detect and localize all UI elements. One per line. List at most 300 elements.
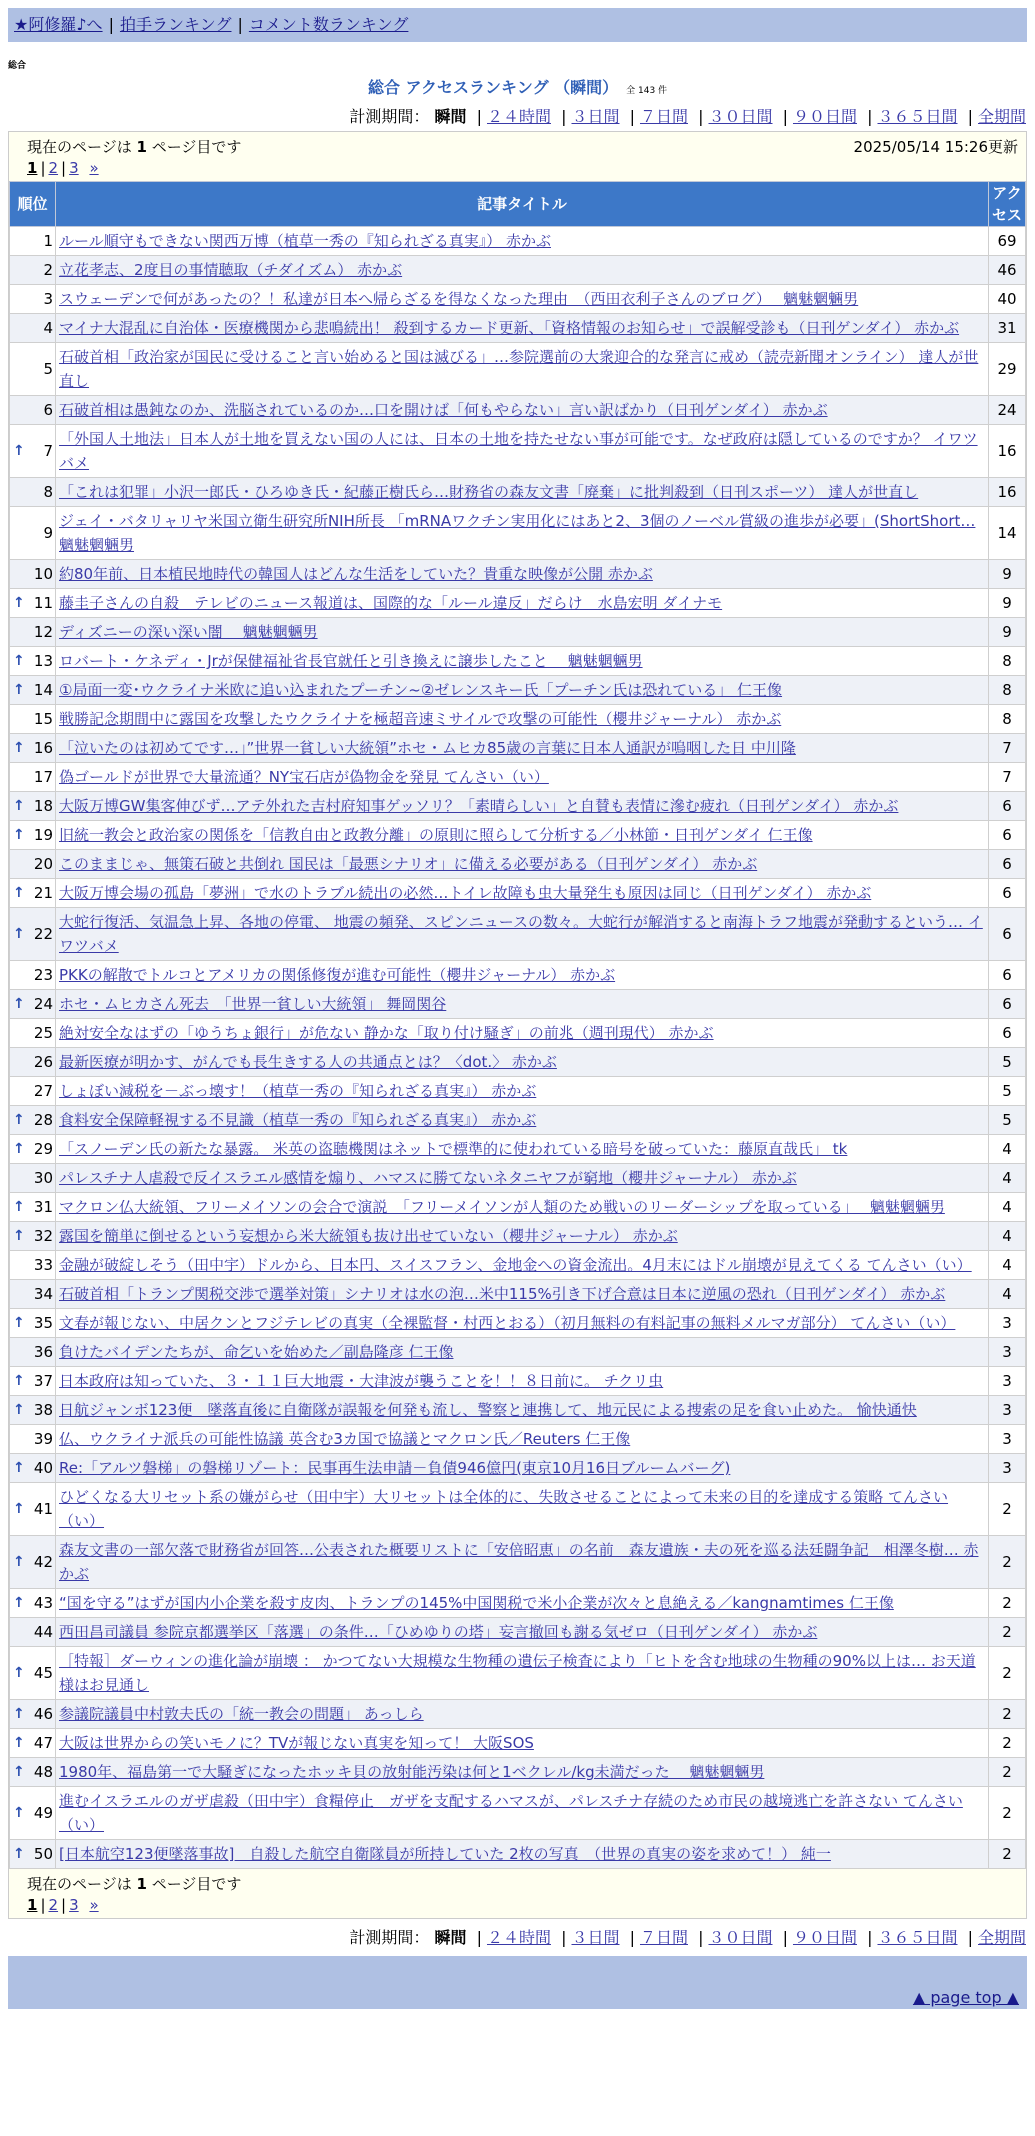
rank-number: 19 [33,826,53,844]
table-row [10,1758,1026,1787]
rank-cell [10,647,56,676]
title-cell [56,1164,989,1193]
table-row [10,256,1026,285]
article-link[interactable]: マクロン仏大統領、フリーメイソンの会合で演説 「フリーメイソンが人類のため戦いのリーダーシップを取っている」 魑魅魍魎男 [59,1198,945,1216]
rank-cell [10,1164,56,1193]
rank-up-arrow-icon: ↑ [13,1112,25,1128]
article-link[interactable]: 日本政府は知っていた、３・１１巨大地震・大津波が襲うことを！！８日前に。 チクリ虫 [59,1372,664,1390]
rank-up-arrow-icon: ↑ [13,653,25,669]
article-link[interactable]: 進むイスラエルのガザ虐殺（田中宇）食糧停止 ガザを支配するハマスが、パレスチナ存続のため市民の越境逃亡を許さない てんさい（い） [59,1792,963,1834]
rank-number: 4 [43,319,53,337]
article-link[interactable]: 大阪は世界からの笑いモノに？TVが報じない真実を知って！ 大阪SOS [59,1734,534,1752]
rank-number: 15 [33,710,53,728]
article-link[interactable]: 旧統一教会と政治家の関係を「信教自由と政教分離」の原則に照らして分析する／小林節・日刊ゲンダイ 仁王像 [59,826,813,844]
article-link[interactable]: ロバート・ケネディ・Jrが保健福祉省長官就任と引き換えに譲歩したこと 魑魅魍魎男 [59,652,643,670]
article-link[interactable]: 戦勝記念期間中に露国を攻撃したウクライナを極超音速ミサイルで攻撃の可能性（櫻井ジャーナル） 赤かぶ [59,710,782,728]
rank-number: 3 [43,290,53,308]
article-link[interactable]: 石破首相「政治家が国民に受けること言い始めると国は滅びる」…参院選前の大衆迎合的な発言に戒め（読売新聞オンライン） 達人が世直し [59,348,979,390]
rank-cell [10,1135,56,1164]
rank-number: 21 [33,884,53,902]
title-cell [56,1700,989,1729]
rank-cell [10,478,56,507]
title-cell [56,1840,989,1869]
rank-number: 30 [33,1169,53,1187]
title-cell [56,1106,989,1135]
rank-cell [10,734,56,763]
period-link-3d[interactable]: ３日間 [571,1928,620,1947]
page-3-link[interactable]: 3 [69,159,79,177]
rank-number: 35 [33,1314,53,1332]
rank-cell [10,961,56,990]
rank-up-arrow-icon: ↑ [13,740,25,756]
rank-cell [10,256,56,285]
period-link-90d[interactable]: ９０日間 [792,107,857,126]
rank-cell [10,343,56,396]
rank-up-arrow-icon: ↑ [13,1228,25,1244]
title-cell [56,285,989,314]
table-row [10,1019,1026,1048]
article-link[interactable]: 金融が破綻しそう（田中宇）ドルから、日本円、スイスフラン、金地金への資金流出。4月末にはドル崩壊が見えてくる てんさい（い） [59,1256,972,1274]
article-link[interactable]: 「スノーデン氏の新たな暴露。 米英の盗聴機関はネットで標準的に使われている暗号を破っていた：藤原直哉氏」 tk [59,1140,848,1158]
rank-cell [10,1647,56,1700]
article-link[interactable]: 約80年前、日本植民地時代の韓国人はどんな生活をしていた？貴重な映像が公開 赤かぶ [59,565,653,583]
title-cell [56,396,989,425]
pagination: 1 | 2 | 3 » [27,159,99,177]
article-link[interactable]: 西田昌司議員 参院京都選挙区「落選」の条件…「ひめゆりの塔」妄言撤回も謝る気ゼロ（日刊ゲンダイ） 赤かぶ [59,1623,818,1641]
rank-cell [10,1077,56,1106]
ranking-title: 総合 アクセスランキング （瞬間） [367,78,619,97]
rank-number: 27 [33,1082,53,1100]
table-row [10,227,1026,256]
page-info-top [9,132,1026,181]
article-link[interactable]: 食料安全保障軽視する不見識（植草一秀の『知られざる真実』） 赤かぶ [59,1111,537,1129]
access-count: 6 [989,792,1026,821]
rank-cell [10,1222,56,1251]
table-row [10,396,1026,425]
nav-separator: | [237,15,243,34]
rank-cell [10,705,56,734]
rank-up-arrow-icon: ↑ [13,885,25,901]
rank-number: 50 [33,1845,53,1863]
article-link[interactable]: ジェイ・バタリャリヤ米国立衛生研究所NIH所長 「mRNAワクチン実用化にはあと2、3個のノーベル賞級の進歩が必要」(ShortShort… 魑魅魍魎男 [59,512,976,554]
table-row [10,734,1026,763]
article-link[interactable]: 最新医療が明かす、がんでも長生きする人の共通点とは？〈dot.〉 赤かぶ [59,1053,557,1071]
page-2-link[interactable]: 2 [48,1896,59,1914]
table-row [10,1309,1026,1338]
period-selector-bottom: 計測期間： 瞬間 | ２４時間 | ３日間 | ７日間 | ３０日間 | ９０日間 | ３６５日間 | 全期間 [349,1928,1026,1947]
period-link-90d[interactable]: ９０日間 [792,1928,857,1947]
title-cell [56,1193,989,1222]
period-link-24h[interactable]: ２４時間 [486,1928,551,1947]
article-link[interactable]: スウェーデンで何があったの？！私達が日本へ帰らざるを得なくなった理由 （西田衣利子さんのブログ） 魑魅魍魎男 [59,290,859,308]
access-count: 4 [989,1280,1026,1309]
access-count: 7 [989,734,1026,763]
rank-up-arrow-icon: ↑ [13,1402,25,1418]
clap-ranking-link[interactable]: 拍手ランキング [119,15,232,34]
rank-number: 45 [33,1664,53,1682]
title-cell [56,850,989,879]
table-row [10,1454,1026,1483]
access-count: 4 [989,1164,1026,1193]
period-link-365d[interactable]: ３６５日間 [877,1928,958,1947]
page-2-link[interactable]: 2 [48,159,59,177]
rank-cell [10,1019,56,1048]
article-link[interactable]: 日航ジャンボ123便 墜落直後に自衛隊が誤報を何発も流し、警察と連携して、地元民による捜索の足を食い止めた。 愉快通快 [59,1401,917,1419]
article-link[interactable]: 参議院議員中村敦夫氏の「統一教会の問題」 あっしら [59,1705,424,1723]
table-row [10,1483,1026,1536]
updated-time: 2025/05/14 15:26更新 [853,138,1018,156]
comment-ranking-link[interactable]: コメント数ランキング [248,15,409,34]
rank-number: 46 [33,1705,53,1723]
table-row [10,763,1026,792]
rank-cell [10,850,56,879]
rank-number: 10 [33,565,53,583]
rank-number: 16 [33,739,53,757]
access-count: 5 [989,1077,1026,1106]
article-link[interactable]: 大蛇行復活、気温急上昇、各地の停電、 地震の頻発、スピンニュースの数々。大蛇行が解消すると南海トラフ地震が発動するという… イワツバメ [59,913,983,955]
rank-cell [10,1193,56,1222]
rank-cell [10,1338,56,1367]
rank-up-arrow-icon: ↑ [13,1805,25,1821]
title-cell [56,227,989,256]
title-cell [56,1787,989,1840]
access-count: 3 [989,1309,1026,1338]
article-link[interactable]: 森友文書の一部欠落で財務省が回答…公表された概要リストに「安倍昭恵」の名前 森友遺族・夫の死を巡る法廷闘争記 相澤冬樹… 赤かぶ [59,1541,979,1583]
access-count: 14 [989,507,1026,560]
rank-number: 32 [33,1227,53,1245]
rank-up-arrow-icon: ↑ [13,1846,25,1862]
pagination: 1 | 2 | 3 » [27,1896,99,1914]
rank-cell [10,908,56,961]
article-link[interactable]: 藤圭子さんの自殺 テレビのニュース報道は、国際的な「ルール違反」だらけ 水島宏明 ダイナモ [59,594,723,612]
rank-number: 11 [33,594,53,612]
access-header: アクセス [989,182,1026,227]
title-cell [56,1425,989,1454]
access-count: 6 [989,961,1026,990]
rank-number: 9 [43,524,53,542]
title-cell [56,1536,989,1589]
rank-cell [10,676,56,705]
access-count: 2 [989,1589,1026,1618]
page-3-link[interactable]: 3 [69,1896,79,1914]
table-row [10,1077,1026,1106]
rank-number: 31 [33,1198,53,1216]
title-cell [56,478,989,507]
page-top-link[interactable]: ▲ page top ▲ [912,1988,1019,2007]
table-row [10,1135,1026,1164]
period-link-3d[interactable]: ３日間 [571,107,620,126]
article-link[interactable]: パレスチナ人虐殺で反イスラエル感情を煽り、ハマスに勝てないネタニヤフが窮地（櫻井ジャーナル） 赤かぶ [59,1169,797,1187]
title-cell [56,1135,989,1164]
title-cell [56,1309,989,1338]
period-label: 計測期間： [349,107,430,126]
access-count: 46 [989,256,1026,285]
page-top-bar [8,1986,1027,2009]
page-1-current: 1 [27,1896,38,1914]
rank-number: 18 [33,797,53,815]
rank-number: 34 [33,1285,53,1303]
table-row [10,1251,1026,1280]
access-count: 2 [989,1536,1026,1589]
rank-number: 12 [33,623,53,641]
rank-cell [10,1454,56,1483]
rank-cell [10,1309,56,1338]
table-row [10,647,1026,676]
article-link[interactable]: ディズニーの深い深い闇 魑魅魍魎男 [59,623,318,641]
rank-up-arrow-icon: ↑ [13,1501,25,1517]
rank-cell [10,1425,56,1454]
title-cell [56,1048,989,1077]
rank-cell [10,1840,56,1869]
access-count: 16 [989,425,1026,478]
article-link[interactable]: 「これは犯罪」小沢一郎氏・ひろゆき氏・紀藤正樹氏ら…財務省の森友文書「廃棄」に批判殺到（日刊スポーツ） 達人が世直し [59,483,919,501]
article-link[interactable]: Re:「アルツ磐梯」の磐梯リゾート：民事再生法申請－負債946億円(東京10月16日ブルームバーグ) [59,1459,731,1477]
rank-number: 24 [33,995,53,1013]
table-row [10,850,1026,879]
rank-cell [10,618,56,647]
article-link[interactable]: 露国を簡単に倒せるという妄想から米大統領も抜け出せていない（櫻井ジャーナル） 赤かぶ [59,1227,678,1245]
rank-cell [10,990,56,1019]
rank-up-arrow-icon: ↑ [13,1764,25,1780]
article-link[interactable]: しょぼい減税を－ぶっ壊す！（植草一秀の『知られざる真実』） 赤かぶ [59,1082,537,1100]
article-link[interactable]: ホセ・ムヒカさん死去 「世界一貧しい大統領」 舞岡関谷 [59,995,447,1013]
title-cell [56,1222,989,1251]
table-row [10,1729,1026,1758]
access-count: 2 [989,1840,1026,1869]
access-count: 9 [989,618,1026,647]
access-count: 40 [989,285,1026,314]
access-count: 2 [989,1758,1026,1787]
title-cell [56,507,989,560]
ranking-table [9,181,1026,1869]
title-cell [56,589,989,618]
access-count: 29 [989,343,1026,396]
title-cell [56,1729,989,1758]
table-row [10,792,1026,821]
nav-separator: | [108,15,114,34]
top-navigation [8,8,1027,42]
article-link[interactable]: 大阪万博会場の孤島「夢洲」で水のトラブル続出の必然…トイレ故障も虫大量発生も原因は同じ（日刊ゲンダイ） 赤かぶ [59,884,872,902]
rank-cell [10,507,56,560]
table-row [10,879,1026,908]
rank-cell [10,1589,56,1618]
table-row [10,1164,1026,1193]
rank-up-arrow-icon: ↑ [13,1373,25,1389]
article-link[interactable]: ルール順守もできない関西万博（植草一秀の『知られざる真実』） 赤かぶ [59,232,551,250]
access-count: 24 [989,396,1026,425]
table-row [10,343,1026,396]
article-link[interactable]: 「泣いたのは初めてです…」”世界一貧しい大統領”ホセ・ムヒカ85歳の言葉に日本人通訳が嗚咽した日 中川隆 [59,739,796,757]
title-cell [56,1251,989,1280]
rank-up-arrow-icon: ↑ [13,926,25,942]
article-link[interactable]: ［特報］ダーウィンの進化論が崩壊 ： かつてない大規模な生物種の遺伝子検査により「ヒトを含む地球の生物種の90%以上は… お天道様はお見通し [59,1652,976,1694]
rank-number: 26 [33,1053,53,1071]
rank-header: 順位 [10,182,56,227]
rank-number: 25 [33,1024,53,1042]
access-count: 16 [989,478,1026,507]
title-cell [56,1338,989,1367]
rank-up-arrow-icon: ↑ [13,1665,25,1681]
table-row [10,478,1026,507]
table-row [10,1425,1026,1454]
table-row [10,1338,1026,1367]
rank-up-arrow-icon: ↑ [13,798,25,814]
table-row [10,618,1026,647]
rank-up-arrow-icon: ↑ [13,1735,25,1751]
article-link[interactable]: [日本航空123便墜落事故] 自殺した航空自衛隊員が所持していた 2枚の写真 （世界の真実の姿を求めて！） 純一 [59,1845,831,1863]
table-row [10,1193,1026,1222]
article-link[interactable]: 1980年、福島第一で大騒ぎになったホッキ貝の放射能汚染は何と1ベクレル/kg未満だった 魑魅魍魎男 [59,1763,765,1781]
title-cell [56,618,989,647]
table-row [10,1536,1026,1589]
rank-number: 40 [33,1459,53,1477]
article-link[interactable]: ひどくなる大リセット系の嫌がらせ（田中宇）大リセットは全体的に、失敗させることによって未来の目的を達成する策略 てんさい（い） [59,1488,949,1530]
period-link-365d[interactable]: ３６５日間 [877,107,958,126]
access-count: 4 [989,1251,1026,1280]
title-cell [56,792,989,821]
article-link[interactable]: このままじゃ、無策石破と共倒れ 国民は「最悪シナリオ」に備える必要がある（日刊ゲンダイ） 赤かぶ [59,855,758,873]
title-cell [56,1280,989,1309]
next-page-link[interactable]: » [89,1896,99,1914]
current-page-text: 現在のページは 1 ページ目です [27,138,242,156]
period-link-7d[interactable]: ７日間 [639,107,688,126]
access-count: 2 [989,1700,1026,1729]
page-info-bottom [9,1869,1026,1918]
title-cell [56,821,989,850]
article-link[interactable]: 石破首相は愚鈍なのか、洗脳されているのか…口を開けば「何もやらない」言い訳ばかり（日刊ゲンダイ） 赤かぶ [59,401,828,419]
access-count: 8 [989,676,1026,705]
rank-cell [10,1048,56,1077]
current-page-text: 現在のページは 1 ページ目です [27,1875,242,1893]
rank-number: 22 [33,925,53,943]
next-page-link[interactable]: » [89,159,99,177]
article-link[interactable]: 「外国人土地法」日本人が土地を買えない国の人には、日本の土地を持たせない事が可能です。なぜ政府は隠しているのですか？ イワツバメ [59,430,978,472]
table-row [10,425,1026,478]
access-count: 7 [989,763,1026,792]
article-link[interactable]: 文春が報じない、中居クンとフジテレビの真実（全裸監督・村西とおる）（初月無料の有料記事の無料メルマガ部分） てんさい（い） [59,1314,956,1332]
article-link[interactable]: PKKの解散でトルコとアメリカの関係修復が進む可能性（櫻井ジャーナル） 赤かぶ [59,966,616,984]
rank-up-arrow-icon: ↑ [13,1554,25,1570]
access-count: 4 [989,1222,1026,1251]
title-cell [56,1483,989,1536]
title-cell [56,560,989,589]
title-cell [56,1589,989,1618]
title-cell [56,1647,989,1700]
article-link[interactable]: 絶対安全なはずの「ゆうちょ銀行」が危ない 静かな「取り付け騒ぎ」の前兆（週刊現代） 赤かぶ [59,1024,714,1042]
rank-cell [10,1536,56,1589]
access-count: 5 [989,1048,1026,1077]
title-cell [56,1019,989,1048]
title-cell [56,1077,989,1106]
access-count: 3 [989,1396,1026,1425]
rank-cell [10,1618,56,1647]
rank-cell [10,396,56,425]
access-count: 2 [989,1729,1026,1758]
rank-number: 33 [33,1256,53,1274]
article-link[interactable]: 負けたバイデンたちが、命乞いを始めた／副島隆彦 仁王像 [59,1343,454,1361]
access-count: 6 [989,908,1026,961]
table-row [10,1618,1026,1647]
article-link[interactable]: “国を守る”はずが国内小企業を殺す皮肉、トランプの145%中国関税で米小企業が次々と息絶える／kangnamtimes 仁王像 [59,1594,894,1612]
table-row [10,1700,1026,1729]
access-count: 31 [989,314,1026,343]
rank-up-arrow-icon: ↑ [13,827,25,843]
rank-cell [10,1251,56,1280]
rank-number: 29 [33,1140,53,1158]
period-label: 計測期間： [349,1928,430,1947]
rank-up-arrow-icon: ↑ [13,1141,25,1157]
rank-cell [10,763,56,792]
rank-number: 43 [33,1594,53,1612]
period-link-30d[interactable]: ３０日間 [708,107,773,126]
rank-number: 14 [33,681,53,699]
period-link-24h[interactable]: ２４時間 [486,107,551,126]
rank-number: 36 [33,1343,53,1361]
access-count: 8 [989,647,1026,676]
access-count: 9 [989,589,1026,618]
title-cell [56,1367,989,1396]
access-count: 6 [989,879,1026,908]
period-link-7d[interactable]: ７日間 [639,1928,688,1947]
rank-number: 23 [33,966,53,984]
access-count: 9 [989,560,1026,589]
article-link[interactable]: 石破首相「トランプ関税交渉で選挙対策」シナリオは水の泡…米中115%引き下げ合意は日本に逆風の恐れ（日刊ゲンダイ） 赤かぶ [59,1285,946,1303]
access-count: 2 [989,1647,1026,1700]
rank-up-arrow-icon: ↑ [13,1199,25,1215]
article-link[interactable]: マイナ大混乱に自治体・医療機関から悲鳴続出！ 殺到するカード更新、「資格情報のお知らせ」で誤解受診も（日刊ゲンダイ） 赤かぶ [59,319,960,337]
access-count: 6 [989,990,1026,1019]
table-row [10,821,1026,850]
article-link[interactable]: 仏、ウクライナ派兵の可能性協議 英含む3カ国で協議とマクロン氏／Reuters 仁王像 [59,1430,631,1448]
rank-number: 38 [33,1401,53,1419]
rank-number: 13 [33,652,53,670]
rank-number: 47 [33,1734,53,1752]
table-row [10,314,1026,343]
article-link[interactable]: 偽ゴールドが世界で大量流通？NY宝石店が偽物金を発見 てんさい（い） [59,768,549,786]
rank-up-arrow-icon: ↑ [13,443,25,459]
access-count: 3 [989,1367,1026,1396]
rank-cell [10,1787,56,1840]
rank-cell [10,1758,56,1787]
title-cell [56,425,989,478]
title-cell [56,879,989,908]
title-cell [56,908,989,961]
access-count: 3 [989,1425,1026,1454]
table-row [10,1589,1026,1618]
rank-number: 7 [43,442,53,460]
total-count: 全 143 件 [626,86,668,96]
article-link[interactable]: 大阪万博GW集客伸びず…アテ外れた吉村府知事ゲッソリ？「素晴らしい」と自賛も表情に滲む疲れ（日刊ゲンダイ） 赤かぶ [59,797,899,815]
rank-cell [10,821,56,850]
page-1-current: 1 [27,159,38,177]
rank-number: 17 [33,768,53,786]
period-link-all[interactable]: 全期間 [977,1928,1026,1947]
title-cell [56,1396,989,1425]
rank-number: 42 [33,1553,53,1571]
access-count: 6 [989,850,1026,879]
article-link[interactable]: 立花孝志、2度目の事情聴取（チダイズム） 赤かぶ [59,261,403,279]
table-row [10,507,1026,560]
period-link-all[interactable]: 全期間 [977,107,1026,126]
title-cell [56,961,989,990]
title-cell [56,256,989,285]
home-link[interactable]: ★阿修羅♪へ [14,15,103,34]
article-link[interactable]: ①局面一変･ウクライナ米欧に追い込まれたプーチン~②ゼレンスキー氏「プーチン氏は恐れている」 仁王像 [59,681,783,699]
access-count: 3 [989,1338,1026,1367]
access-count: 3 [989,1454,1026,1483]
access-count: 2 [989,1483,1026,1536]
period-link-30d[interactable]: ３０日間 [708,1928,773,1947]
